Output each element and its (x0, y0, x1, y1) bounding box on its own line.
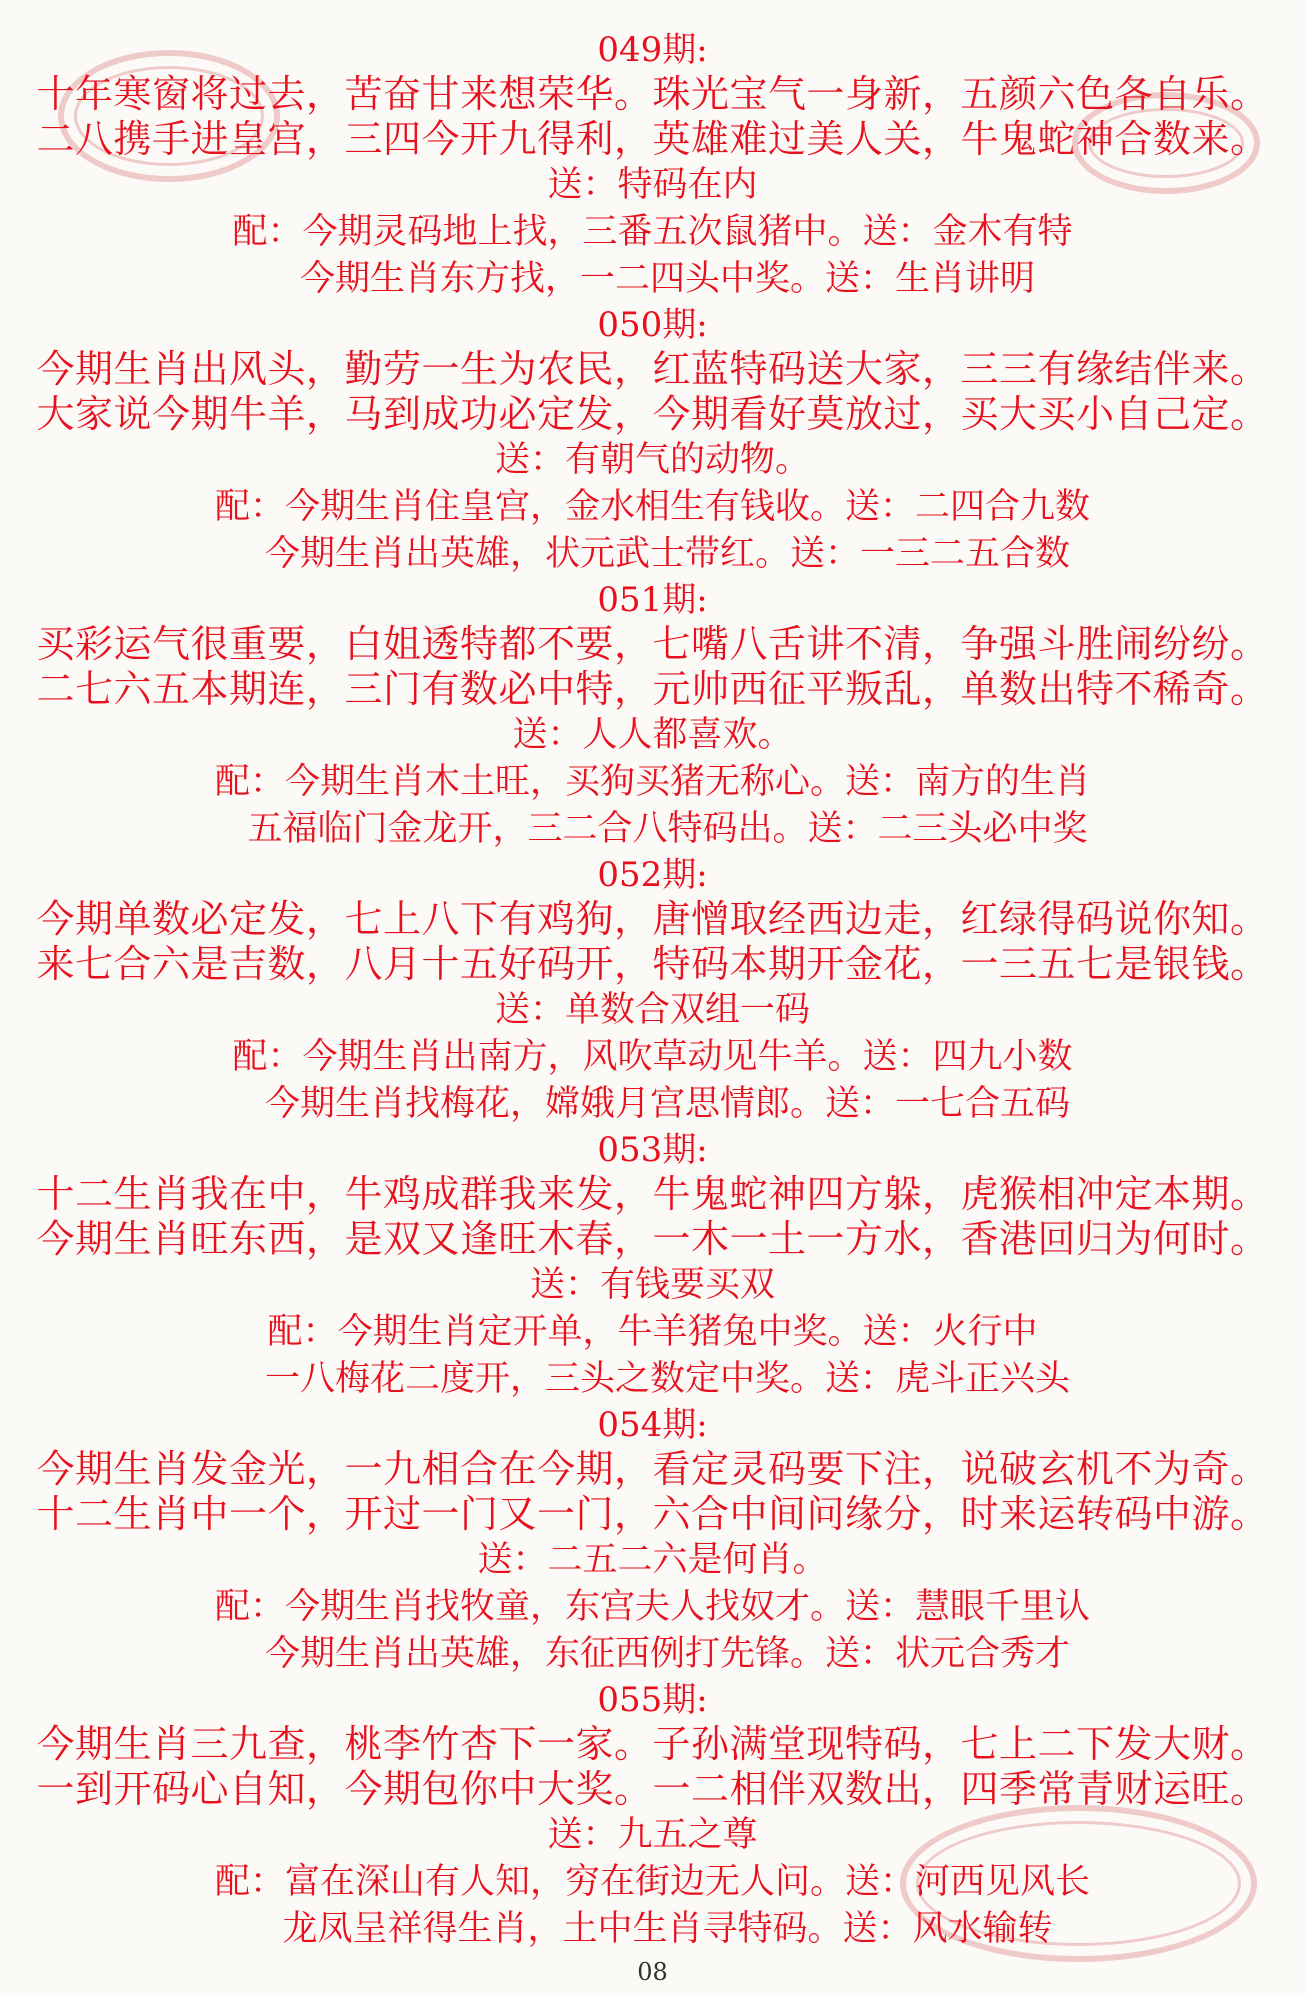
verse-line: 大家说今期牛羊，马到成功必定发，今期看好莫放过，买大买小自己定。 (36, 392, 1269, 436)
verse-line: 十二生肖中一个，开过一门又一门，六合中间问缘分，时来运转码中游。 (36, 1492, 1269, 1536)
verse-line: 二八携手进皇宫，三四今开九得利，英雄难过美人关，牛鬼蛇神合数来。 (36, 117, 1269, 161)
verse-line: 今期单数必定发，七上八下有鸡狗，唐憎取经西边走，红绿得码说你知。 (36, 897, 1269, 941)
issue-section-049 (0, 28, 1305, 303)
verse-line: 来七合六是吉数，八月十五好码开，特码本期开金花，一三五七是银钱。 (36, 942, 1269, 986)
send-line: 送：有朝气的动物。 (494, 440, 810, 480)
issue-header: 054期: (597, 1405, 708, 1445)
page-number: 08 (637, 1958, 668, 1986)
pairing-line: 配：今期生肖出南方，风吹草动见牛羊。送：四九小数 (232, 1037, 1073, 1077)
send-line: 送：九五之尊 (547, 1815, 758, 1855)
pairing-line: 今期生肖找梅花，嫦娥月宫思情郎。送：一七合五码 (264, 1084, 1070, 1124)
issue-section-050 (0, 303, 1305, 578)
pairing-line: 配：富在深山有人知，穷在街边无人问。送：河西见风长 (214, 1862, 1090, 1902)
pairing-line: 配：今期生肖住皇宫，金水相生有钱收。送：二四合九数 (214, 487, 1090, 527)
verse-line: 一到开码心自知，今期包你中大奖。一二相伴双数出，四季常青财运旺。 (36, 1767, 1269, 1811)
pairing-line: 一八梅花二度开，三头之数定中奖。送：虎斗正兴头 (264, 1359, 1070, 1399)
issue-section-051 (0, 578, 1305, 853)
issue-section-053 (0, 1128, 1305, 1403)
pairing-line: 今期生肖东方找，一二四头中奖。送：生肖讲明 (299, 259, 1035, 299)
issue-header: 050期: (597, 305, 708, 345)
issue-section-052 (0, 853, 1305, 1128)
send-line: 送：单数合双组一码 (494, 990, 810, 1030)
issue-header: 055期: (597, 1680, 708, 1720)
issue-section-054 (0, 1403, 1305, 1678)
send-line: 送：二五二六是何肖。 (477, 1540, 828, 1580)
verse-line: 今期生肖出风头，勤劳一生为农民，红蓝特码送大家，三三有缘结伴来。 (36, 347, 1269, 391)
issue-header: 049期: (597, 30, 708, 70)
pairing-line: 配：今期生肖找牧童，东宫夫人找奴才。送：慧眼千里认 (214, 1587, 1090, 1627)
issue-header: 051期: (597, 580, 708, 620)
issue-section-055 (0, 1678, 1305, 1953)
verse-line: 今期生肖旺东西，是双又逢旺木春，一木一土一方水，香港回归为何时。 (36, 1217, 1269, 1261)
pairing-line: 配：今期生肖定开单，牛羊猪兔中奖。送：火行中 (267, 1312, 1038, 1352)
send-line: 送：人人都喜欢。 (512, 715, 793, 755)
pairing-line: 配：今期灵码地上找，三番五次鼠猪中。送：金木有特 (232, 212, 1073, 252)
verse-line: 二七六五本期连，三门有数必中特，元帅西征平叛乱，单数出特不稀奇。 (36, 667, 1269, 711)
pairing-line: 今期生肖出英雄，状元武士带红。送：一三二五合数 (264, 534, 1070, 574)
verse-line: 今期生肖三九查，桃李竹杏下一家。子孙满堂现特码，七上二下发大财。 (36, 1722, 1269, 1766)
verse-line: 买彩运气很重要，白姐透特都不要，七嘴八舌讲不清，争强斗胜闹纷纷。 (36, 622, 1269, 666)
send-line: 送：特码在内 (547, 165, 758, 205)
send-line: 送：有钱要买双 (529, 1265, 775, 1305)
verse-line: 今期生肖发金光，一九相合在今期，看定灵码要下注，说破玄机不为奇。 (36, 1447, 1269, 1491)
pairing-line: 龙凤呈祥得生肖，土中生肖寻特码。送：风水输转 (282, 1909, 1053, 1949)
pairing-line: 五福临门金龙开，三二合八特码出。送：二三头必中奖 (247, 809, 1088, 849)
issue-header: 053期: (597, 1130, 708, 1170)
page-content (0, 28, 1305, 1953)
pairing-line: 今期生肖出英雄，东征西例打先锋。送：状元合秀才 (264, 1634, 1070, 1674)
issue-header: 052期: (597, 855, 708, 895)
verse-line: 十二生肖我在中，牛鸡成群我来发，牛鬼蛇神四方躲，虎猴相冲定本期。 (36, 1172, 1269, 1216)
pairing-line: 配：今期生肖木土旺，买狗买猪无称心。送：南方的生肖 (214, 762, 1090, 802)
verse-line: 十年寒窗将过去，苦奋甘来想荣华。珠光宝气一身新，五颜六色各自乐。 (36, 72, 1269, 116)
